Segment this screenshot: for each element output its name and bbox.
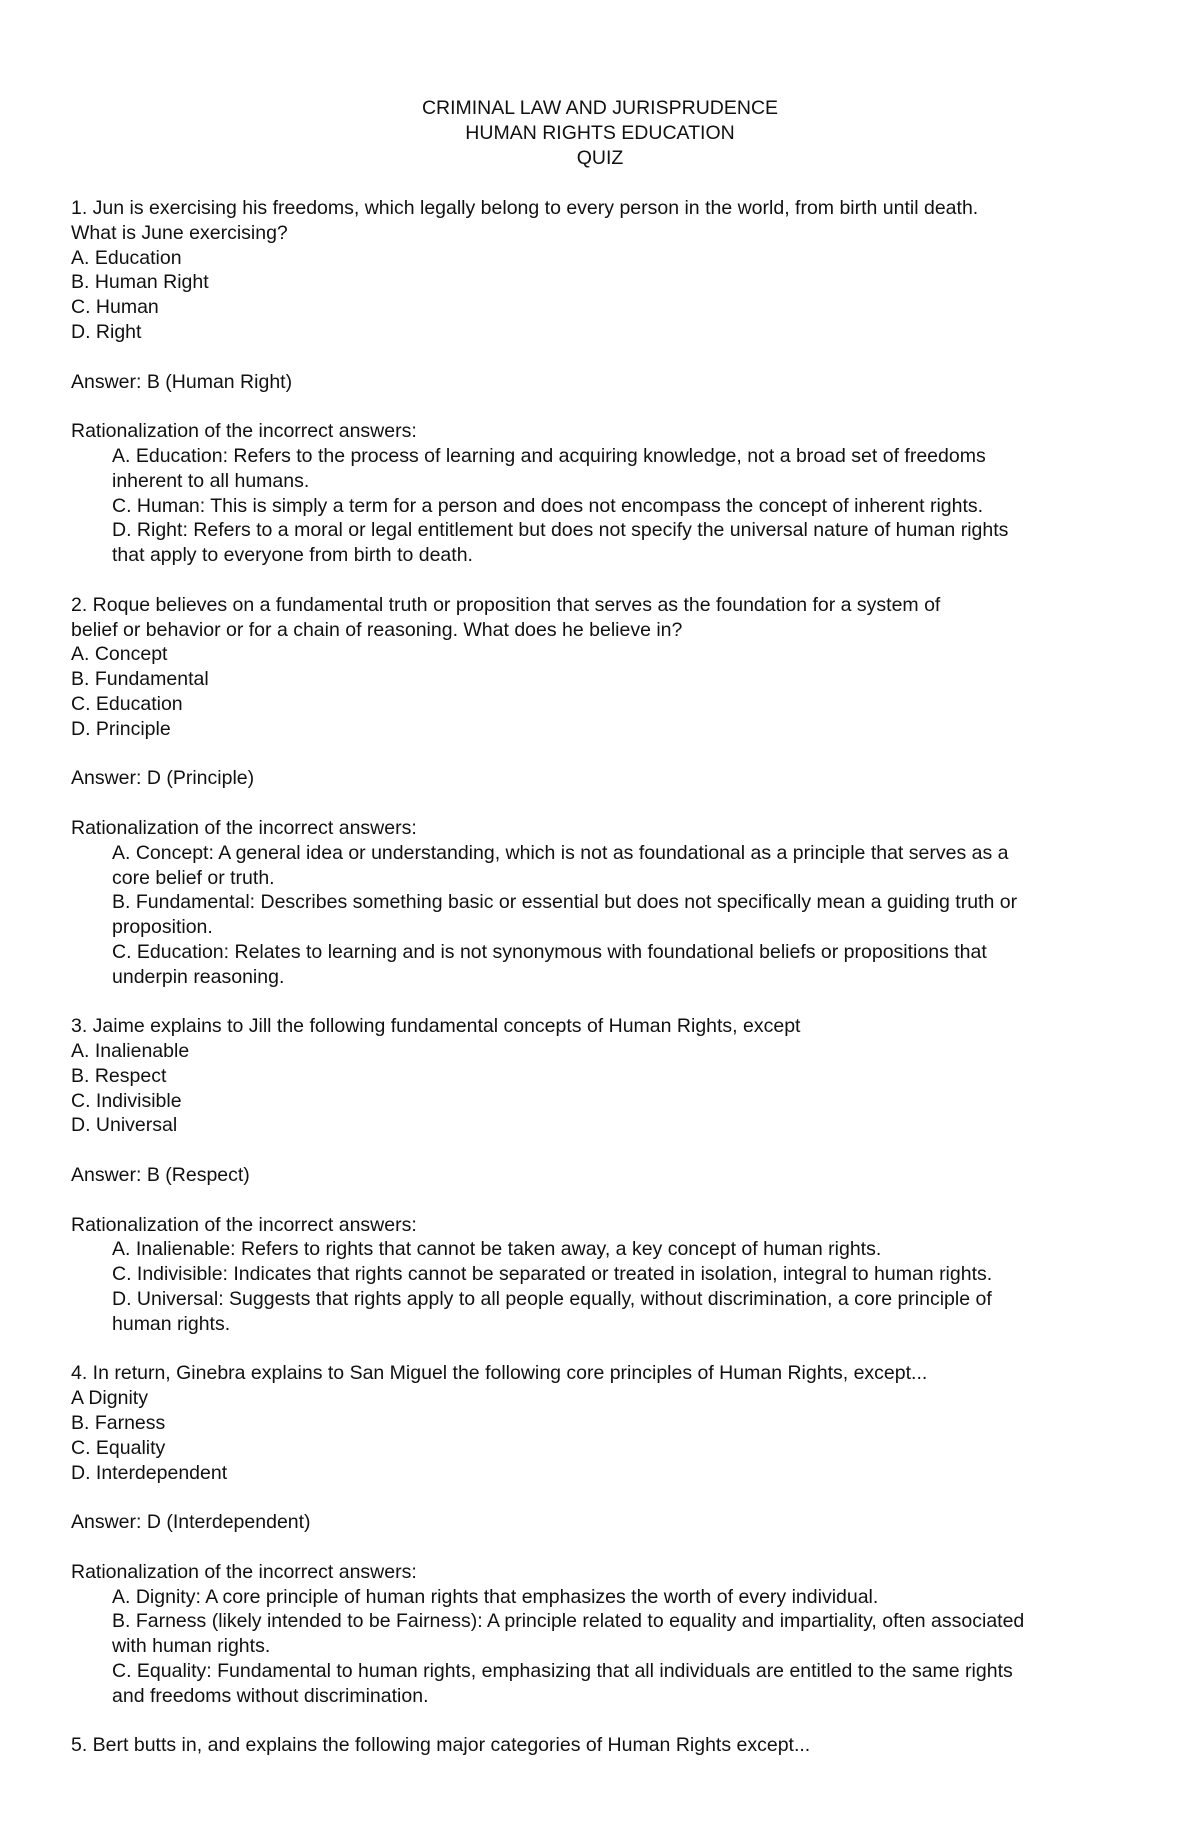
answer-key: Answer: B (Respect) — [71, 1164, 250, 1187]
quiz-title: QUIZ — [576, 147, 624, 169]
question-block — [71, 1733, 1151, 1758]
question-stem: 1. Jun is exercising his freedoms, which legally belong to every person in the world, from birth until death. — [71, 197, 979, 219]
answer-option: B. Human Right — [71, 271, 209, 294]
rationale-line: C. Human: This is simply a term for a person and does not encompass the concept of inherent rights. — [112, 494, 984, 517]
answer-option: A Dignity — [71, 1387, 148, 1410]
rationale-line: B. Fundamental: Describes something basic or essential but does not specifically mean a guiding truth or — [112, 891, 1018, 914]
rationale-heading: Rationalization of the incorrect answers: — [71, 420, 417, 443]
rationale-line: D. Universal: Suggests that rights apply to all people equally, without discrimination, a core principle of — [112, 1288, 992, 1311]
quiz-body — [71, 196, 1151, 1758]
question-stem: 3. Jaime explains to Jill the following fundamental concepts of Human Rights, except — [71, 1015, 801, 1038]
rationale-line: C. Education: Relates to learning and is not synonymous with foundational beliefs or propositions that — [112, 940, 987, 963]
question-block — [71, 1014, 1151, 1361]
rationale-line: core belief or truth. — [112, 866, 275, 889]
answer-option: A. Inalienable — [71, 1040, 190, 1063]
rationale-line: human rights. — [112, 1312, 231, 1335]
answer-option: B. Farness — [71, 1412, 166, 1435]
answer-key: Answer: B (Human Right) — [71, 370, 293, 393]
answer-key: Answer: D (Principle) — [71, 767, 255, 790]
subject-title: HUMAN RIGHTS EDUCATION — [465, 122, 735, 144]
answer-option: B. Respect — [71, 1064, 167, 1087]
question-block — [71, 593, 1151, 1015]
rationale-heading: Rationalization of the incorrect answers: — [71, 816, 417, 839]
rationale-line: that apply to everyone from birth to death. — [112, 544, 473, 567]
question-stem: belief or behavior or for a chain of reasoning. What does he believe in? — [71, 618, 683, 641]
question-block — [71, 196, 1151, 593]
rationale-heading: Rationalization of the incorrect answers: — [71, 1213, 417, 1236]
question-stem: 2. Roque believes on a fundamental truth or proposition that serves as the foundation for a system of — [71, 593, 941, 616]
answer-option: D. Right — [71, 320, 142, 343]
answer-option: D. Interdependent — [71, 1461, 228, 1484]
rationale-line: D. Right: Refers to a moral or legal entitlement but does not specify the universal nature of human rights — [112, 519, 1009, 542]
rationale-line: C. Indivisible: Indicates that rights cannot be separated or treated in isolation, integral to human rights. — [112, 1263, 993, 1286]
course-title: CRIMINAL LAW AND JURISPRUDENCE — [421, 97, 779, 119]
rationale-line: A. Inalienable: Refers to rights that cannot be taken away, a key concept of human rights. — [112, 1238, 882, 1261]
rationale-line: and freedoms without discrimination. — [112, 1684, 429, 1707]
rationale-line: A. Dignity: A core principle of human rights that emphasizes the worth of every individual. — [112, 1585, 879, 1608]
answer-option: C. Human — [71, 296, 159, 319]
rationale-line: C. Equality: Fundamental to human rights, emphasizing that all individuals are entitled to the same rights — [112, 1660, 1013, 1683]
rationale-line: A. Concept: A general idea or understanding, which is not as foundational as a principle that serves as a — [112, 841, 1009, 864]
rationale-line: A. Education: Refers to the process of learning and acquiring knowledge, not a broad set of freedoms — [112, 444, 986, 467]
rationale-line: B. Farness (likely intended to be Fairness): A principle related to equality and impartiality, often associated — [112, 1610, 1025, 1633]
rationale-line: inherent to all humans. — [112, 469, 310, 492]
answer-option: D. Universal — [71, 1114, 178, 1137]
answer-option: C. Equality — [71, 1436, 166, 1459]
rationale-line: with human rights. — [112, 1635, 271, 1658]
rationale-line: underpin reasoning. — [112, 965, 285, 988]
document-header — [0, 96, 1200, 171]
answer-option: B. Fundamental — [71, 668, 209, 691]
answer-key: Answer: D (Interdependent) — [71, 1511, 311, 1534]
question-stem: 4. In return, Ginebra explains to San Miguel the following core principles of Human Rights, except... — [71, 1362, 928, 1385]
question-stem: What is June exercising? — [71, 221, 288, 244]
answer-option: A. Concept — [71, 643, 168, 666]
answer-option: A. Education — [71, 246, 182, 269]
question-stem: 5. Bert butts in, and explains the following major categories of Human Rights except... — [71, 1734, 811, 1757]
answer-option: C. Education — [71, 692, 183, 715]
rationale-heading: Rationalization of the incorrect answers: — [71, 1560, 417, 1583]
question-block — [71, 1361, 1151, 1733]
answer-option: C. Indivisible — [71, 1089, 182, 1112]
answer-option: D. Principle — [71, 717, 171, 740]
rationale-line: proposition. — [112, 916, 213, 939]
